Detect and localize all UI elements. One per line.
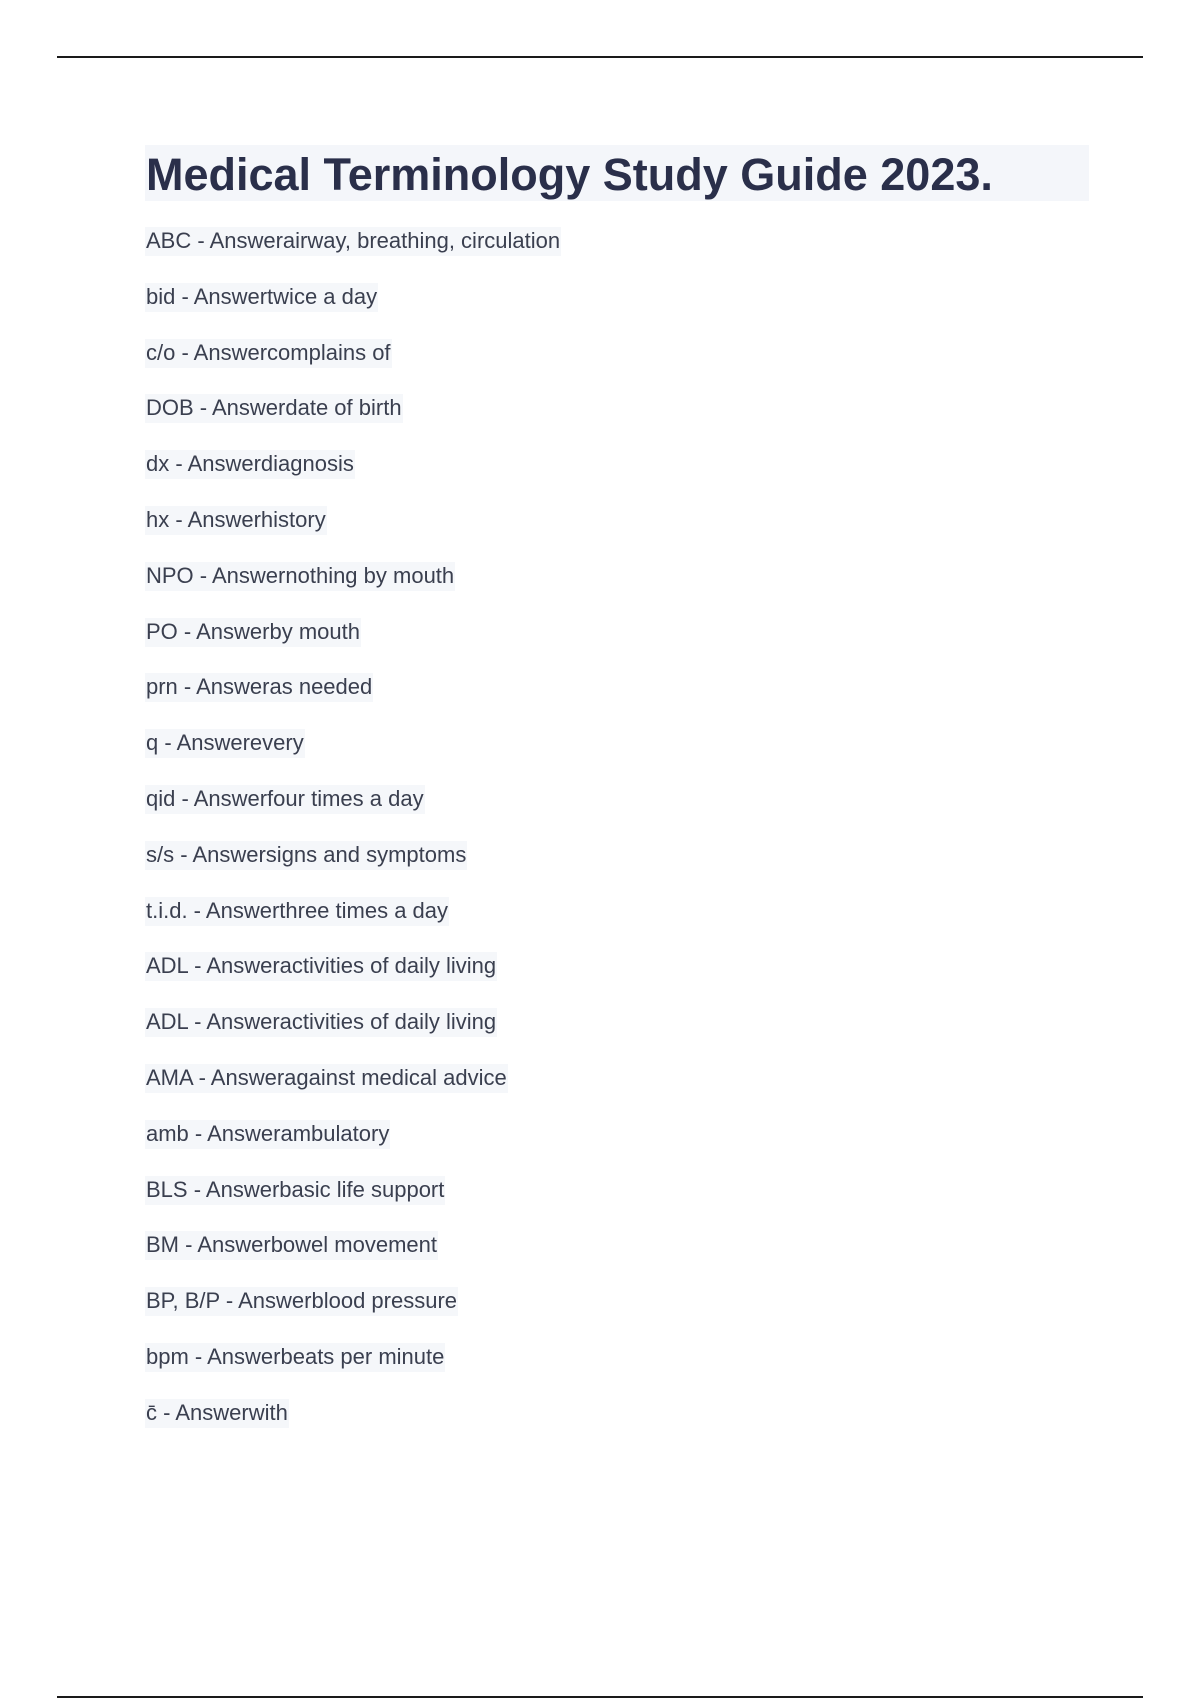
term-entry <box>145 394 1045 450</box>
term-entry-text: s/s - Answersigns and symptoms <box>145 841 467 870</box>
term-entry-text: DOB - Answerdate of birth <box>145 394 403 423</box>
term-entry <box>145 450 1045 506</box>
term-entry <box>145 1399 1045 1455</box>
term-entry-text: AMA - Answeragainst medical advice <box>145 1064 508 1093</box>
term-entry-text: ADL - Answeractivities of daily living <box>145 952 497 981</box>
term-entry-text: BM - Answerbowel movement <box>145 1231 438 1260</box>
term-entry <box>145 618 1045 674</box>
term-entry <box>145 952 1045 1008</box>
term-entry <box>145 841 1045 897</box>
term-entry <box>145 227 1045 283</box>
term-entry <box>145 1008 1045 1064</box>
term-entry <box>145 1231 1045 1287</box>
document-title: Medical Terminology Study Guide 2023. <box>146 149 993 200</box>
term-entry <box>145 506 1045 562</box>
term-entry-text: bpm - Answerbeats per minute <box>145 1343 445 1372</box>
header-rule <box>57 56 1143 58</box>
term-entry-text: BLS - Answerbasic life support <box>145 1176 445 1205</box>
term-entry <box>145 339 1045 395</box>
term-entry-text: q - Answerevery <box>145 729 305 758</box>
term-entry <box>145 1287 1045 1343</box>
term-entry-text: t.i.d. - Answerthree times a day <box>145 897 449 926</box>
term-entry <box>145 729 1045 785</box>
footer-rule <box>57 1696 1143 1698</box>
term-entry <box>145 785 1045 841</box>
term-entry <box>145 562 1045 618</box>
term-entry-text: PO - Answerby mouth <box>145 618 361 647</box>
term-entry <box>145 283 1045 339</box>
term-entry-text: dx - Answerdiagnosis <box>145 450 355 479</box>
term-entry <box>145 1064 1045 1120</box>
term-entry-text: BP, B/P - Answerblood pressure <box>145 1287 458 1316</box>
term-entry-text: c/o - Answercomplains of <box>145 339 392 368</box>
term-entry <box>145 673 1045 729</box>
term-list <box>145 227 1045 1455</box>
term-entry-text: ABC - Answerairway, breathing, circulation <box>145 227 561 256</box>
term-entry <box>145 1343 1045 1399</box>
term-entry-text: prn - Answeras needed <box>145 673 373 702</box>
term-entry <box>145 897 1045 953</box>
title-highlight <box>145 145 1089 201</box>
term-entry-text: qid - Answerfour times a day <box>145 785 425 814</box>
term-entry <box>145 1176 1045 1232</box>
term-entry <box>145 1120 1045 1176</box>
term-entry-text: NPO - Answernothing by mouth <box>145 562 455 591</box>
term-entry-text: hx - Answerhistory <box>145 506 327 535</box>
term-entry-text: bid - Answertwice a day <box>145 283 378 312</box>
term-entry-text: ADL - Answeractivities of daily living <box>145 1008 497 1037</box>
term-entry-text: amb - Answerambulatory <box>145 1120 390 1149</box>
term-entry-text: c̄ - Answerwith <box>145 1399 289 1428</box>
